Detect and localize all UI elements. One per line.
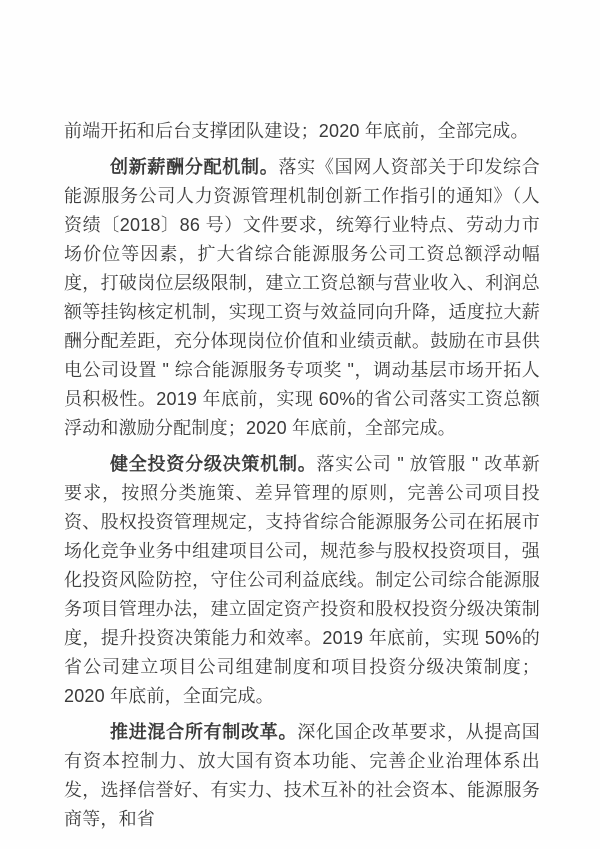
paragraph-lead: 推进混合所有制改革。 xyxy=(110,722,298,742)
paragraph-lead: 健全投资分级决策机制。 xyxy=(110,454,317,474)
paragraph xyxy=(64,718,540,834)
paragraph-text: 落实公司 " 放管服 " 改革新要求，按照分类施策、差异管理的原则，完善公司项目投资、股权投资管理规定，支持省综合能源服务公司在拓展市场化竞争业务中组建项目公司，规范参与股权投资项目，强化投资风险防控，守住公司利益底线。制定公司综合能源服务项目管理办法，建立固定资产投资和股权投资分级决策制度，提升投资决策能力和效率。2019 年底前，实现 50%的省公司建立项目公司组建制度和项目投资分级决策制度；2020 年底前，全面完成。 xyxy=(64,454,540,706)
paragraph-text: 深化国企改革要求，从提高国有资本控制力、放大国有资本功能、完善企业治理体系出发，选择信誉好、有实力、技术互补的社会资本、能源服务商等，和省 xyxy=(64,722,540,829)
document-content xyxy=(64,117,540,834)
paragraph xyxy=(64,450,540,711)
paragraph xyxy=(64,117,540,146)
paragraph xyxy=(64,153,540,443)
paragraph-lead: 创新薪酬分配机制。 xyxy=(110,157,279,177)
paragraph-text: 落实《国网人资部关于印发综合能源服务公司人力资源管理机制创新工作指引的通知》（人资绩〔2018〕86 号）文件要求，统筹行业特点、劳动力市场价位等因素，扩大省综合能源服务公司工资总额浮动幅度，打破岗位层级限制，建立工资总额与营业收入、利润总额等挂钩核定机制，实现工资与效益同向升降，适度拉大薪酬分配差距，充分体现岗位价值和业绩贡献。鼓励在市县供电公司设置 " 综合能源服务专项奖 "，调动基层市场开拓人员积极性。2019 年底前，实现 60%的省公司落实工资总额浮动和激励分配制度；2020 年底前，全部完成。 xyxy=(64,157,540,438)
paragraph-text: 前端开拓和后台支撑团队建设；2020 年底前，全部完成。 xyxy=(64,121,529,141)
